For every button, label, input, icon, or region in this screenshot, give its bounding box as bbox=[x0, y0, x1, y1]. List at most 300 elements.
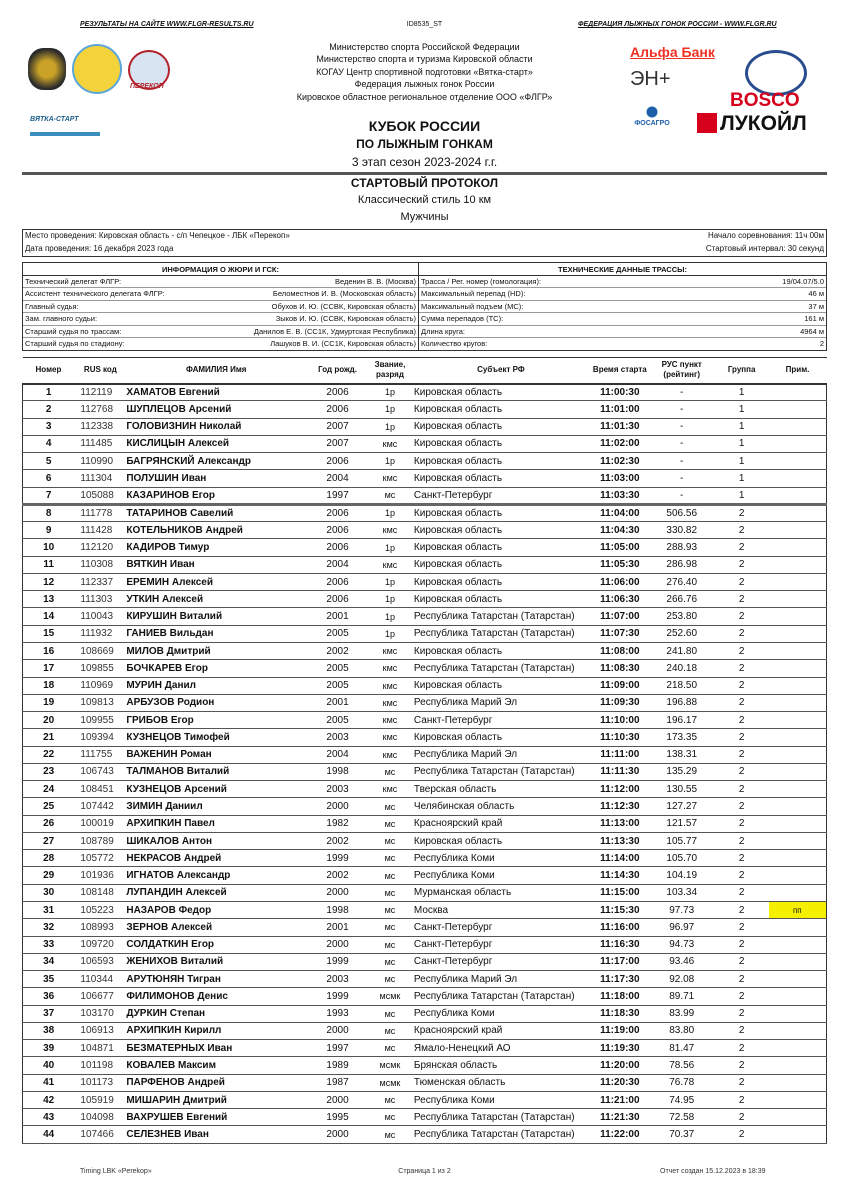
bib-number: 44 bbox=[23, 1126, 75, 1143]
group: 1 bbox=[715, 487, 769, 504]
birth-year: 2001 bbox=[306, 694, 369, 711]
bib-number: 34 bbox=[23, 953, 75, 970]
group: 2 bbox=[715, 901, 769, 918]
rus-points: 76.78 bbox=[649, 1074, 715, 1091]
region: Республика Коми bbox=[411, 867, 591, 884]
protocol-title: СТАРТОВЫЙ ПРОТОКОЛ bbox=[350, 176, 499, 190]
region: Республика Татарстан (Татарстан) bbox=[411, 608, 591, 625]
table-row bbox=[23, 815, 827, 832]
bib-number: 26 bbox=[23, 815, 75, 832]
birth-year: 2001 bbox=[306, 919, 369, 936]
athlete-name: СЕЛЕЗНЕВ Иван bbox=[126, 1126, 306, 1143]
start-time: 11:12:00 bbox=[591, 781, 649, 798]
athlete-name: АРХИПКИН Павел bbox=[126, 815, 306, 832]
athlete-name: МИЛОВ Дмитрий bbox=[126, 642, 306, 659]
group: 2 bbox=[715, 867, 769, 884]
start-time: 11:21:00 bbox=[591, 1091, 649, 1108]
rus-points: 127.27 bbox=[649, 798, 715, 815]
start-time: 11:04:00 bbox=[591, 504, 649, 521]
note bbox=[769, 936, 827, 953]
note bbox=[769, 470, 827, 487]
start-time: 11:18:00 bbox=[591, 988, 649, 1005]
rus-points: 92.08 bbox=[649, 971, 715, 988]
rank: кмс bbox=[369, 694, 411, 711]
bosco-logo: BOSCO bbox=[730, 90, 800, 111]
birth-year: 2006 bbox=[306, 539, 369, 556]
group: 2 bbox=[715, 504, 769, 521]
start-time: 11:16:00 bbox=[591, 919, 649, 936]
athlete-name: ВАХРУШЕВ Евгений bbox=[126, 1109, 306, 1126]
region: Кировская область bbox=[411, 384, 591, 401]
table-row bbox=[23, 556, 827, 573]
jury-title: ИНФОРМАЦИЯ О ЖЮРИ И ГСК: bbox=[23, 263, 418, 276]
group: 2 bbox=[715, 677, 769, 694]
venue-place: Место проведения: Кировская область - с/п Чепецкое - ЛБК «Перекоп» bbox=[25, 231, 290, 240]
start-time: 11:17:00 bbox=[591, 953, 649, 970]
bib-number: 27 bbox=[23, 832, 75, 849]
region: Республика Татарстан (Татарстан) bbox=[411, 660, 591, 677]
jury-label: Ассистент технического делегата ФЛГР: bbox=[25, 289, 165, 299]
athlete-name: ИГНАТОВ Александр bbox=[126, 867, 306, 884]
note bbox=[769, 815, 827, 832]
table-row bbox=[23, 504, 827, 521]
rus-code: 111778 bbox=[74, 504, 126, 521]
group: 1 bbox=[715, 435, 769, 452]
table-row bbox=[23, 677, 827, 694]
perekop-logo-text: ПЕРЕКОП bbox=[130, 83, 164, 90]
bib-number: 19 bbox=[23, 694, 75, 711]
group: 2 bbox=[715, 539, 769, 556]
start-time: 11:20:30 bbox=[591, 1074, 649, 1091]
region: Кировская область bbox=[411, 522, 591, 539]
birth-year: 2000 bbox=[306, 884, 369, 901]
group: 1 bbox=[715, 384, 769, 401]
birth-year: 2000 bbox=[306, 936, 369, 953]
group: 2 bbox=[715, 556, 769, 573]
rank: мс bbox=[369, 798, 411, 815]
rank: кмс bbox=[369, 435, 411, 452]
event-stage: 3 этап сезон 2023-2024 г.г. bbox=[351, 155, 498, 169]
birth-year: 1997 bbox=[306, 487, 369, 504]
rus-code: 108993 bbox=[74, 919, 126, 936]
rank: 1р bbox=[369, 384, 411, 401]
rus-code: 108148 bbox=[74, 884, 126, 901]
group: 2 bbox=[715, 798, 769, 815]
rus-points: 104.19 bbox=[649, 867, 715, 884]
start-time: 11:03:00 bbox=[591, 470, 649, 487]
table-row bbox=[23, 971, 827, 988]
bib-number: 43 bbox=[23, 1109, 75, 1126]
bib-number: 22 bbox=[23, 746, 75, 763]
start-time: 11:12:30 bbox=[591, 798, 649, 815]
group: 2 bbox=[715, 781, 769, 798]
bib-number: 40 bbox=[23, 1057, 75, 1074]
discipline: Классический стиль 10 км bbox=[357, 194, 492, 206]
group: 1 bbox=[715, 401, 769, 418]
category: Мужчины bbox=[400, 211, 449, 223]
start-time: 11:22:00 bbox=[591, 1126, 649, 1143]
rus-code: 109394 bbox=[74, 729, 126, 746]
rus-code: 110990 bbox=[74, 453, 126, 470]
note bbox=[769, 746, 827, 763]
birth-year: 2006 bbox=[306, 384, 369, 401]
athlete-name: КОТЕЛЬНИКОВ Андрей bbox=[126, 522, 306, 539]
rus-points: 103.34 bbox=[649, 884, 715, 901]
jury-label: Старший судья по стадиону: bbox=[25, 338, 125, 348]
note bbox=[769, 504, 827, 521]
birth-year: 2006 bbox=[306, 401, 369, 418]
note bbox=[769, 573, 827, 590]
note bbox=[769, 867, 827, 884]
footer-timing: Timing LBK «Perekop» bbox=[80, 1168, 152, 1175]
jury-row bbox=[23, 301, 418, 313]
rank: мс bbox=[369, 953, 411, 970]
region: Брянская область bbox=[411, 1057, 591, 1074]
region: Кировская область bbox=[411, 642, 591, 659]
group: 2 bbox=[715, 1022, 769, 1039]
competition-start: Начало соревнования: 11ч 00м bbox=[707, 231, 824, 240]
table-row bbox=[23, 832, 827, 849]
rank: мс bbox=[369, 1091, 411, 1108]
note bbox=[769, 1005, 827, 1022]
organizer: Федерация лыжных гонок России bbox=[354, 79, 495, 90]
athlete-name: АРХИПКИН Кирилл bbox=[126, 1022, 306, 1039]
note bbox=[769, 1022, 827, 1039]
group: 2 bbox=[715, 763, 769, 780]
athlete-name: ВЯТКИН Иван bbox=[126, 556, 306, 573]
athlete-name: ДУРКИН Степан bbox=[126, 1005, 306, 1022]
rus-points: 94.73 bbox=[649, 936, 715, 953]
bib-number: 42 bbox=[23, 1091, 75, 1108]
column-header: РУС пункт (рейтинг) bbox=[649, 358, 715, 384]
rus-code: 105772 bbox=[74, 850, 126, 867]
athlete-name: ШУПЛЕЦОВ Арсений bbox=[126, 401, 306, 418]
rank: кмс bbox=[369, 712, 411, 729]
bib-number: 38 bbox=[23, 1022, 75, 1039]
note bbox=[769, 1057, 827, 1074]
region: Санкт-Петербург bbox=[411, 919, 591, 936]
athlete-name: ГОЛОВИЗНИН Николай bbox=[126, 418, 306, 435]
group: 2 bbox=[715, 953, 769, 970]
start-time: 11:03:30 bbox=[591, 487, 649, 504]
phosagro-logo-text: ФОСАГРО bbox=[634, 120, 670, 127]
athlete-name: ФИЛИМОНОВ Денис bbox=[126, 988, 306, 1005]
birth-year: 2006 bbox=[306, 453, 369, 470]
rus-code: 104871 bbox=[74, 1040, 126, 1057]
table-row bbox=[23, 608, 827, 625]
birth-year: 2006 bbox=[306, 522, 369, 539]
rus-code: 110043 bbox=[74, 608, 126, 625]
rank: 1р bbox=[369, 401, 411, 418]
start-time: 11:10:30 bbox=[591, 729, 649, 746]
rus-code: 107442 bbox=[74, 798, 126, 815]
rus-points: 70.37 bbox=[649, 1126, 715, 1143]
rus-code: 108789 bbox=[74, 832, 126, 849]
bib-number: 3 bbox=[23, 418, 75, 435]
organizers bbox=[0, 41, 849, 103]
venue-box bbox=[22, 229, 827, 257]
group: 1 bbox=[715, 418, 769, 435]
group: 1 bbox=[715, 470, 769, 487]
rank: кмс bbox=[369, 746, 411, 763]
rank: мс bbox=[369, 832, 411, 849]
athlete-name: ЗИМИН Даниил bbox=[126, 798, 306, 815]
birth-year: 2000 bbox=[306, 1091, 369, 1108]
athlete-name: БАГРЯНСКИЙ Александр bbox=[126, 453, 306, 470]
birth-year: 2004 bbox=[306, 556, 369, 573]
region: Кировская область bbox=[411, 573, 591, 590]
track-label: Сумма перепадов (ТС): bbox=[421, 314, 504, 324]
rus-points: 253.80 bbox=[649, 608, 715, 625]
footer-page: Страница 1 из 2 bbox=[398, 1168, 451, 1175]
table-row bbox=[23, 1057, 827, 1074]
rus-code: 112120 bbox=[74, 539, 126, 556]
birth-year: 1997 bbox=[306, 1040, 369, 1057]
athlete-name: КАДИРОВ Тимур bbox=[126, 539, 306, 556]
athlete-name: МУРИН Данил bbox=[126, 677, 306, 694]
start-time: 11:11:30 bbox=[591, 763, 649, 780]
federation-site-link[interactable]: ФЕДЕРАЦИЯ ЛЫЖНЫХ ГОНОК РОССИИ - WWW.FLGR.RU bbox=[578, 21, 777, 28]
rus-code: 107466 bbox=[74, 1126, 126, 1143]
region: Республика Татарстан (Татарстан) bbox=[411, 988, 591, 1005]
region: Кировская область bbox=[411, 401, 591, 418]
organizer: Кировское областное региональное отделение ООО «ФЛГР» bbox=[296, 91, 553, 102]
region: Кировская область bbox=[411, 418, 591, 435]
birth-year: 2005 bbox=[306, 660, 369, 677]
organizer: Министерство спорта Российской Федерации bbox=[329, 42, 520, 52]
start-time: 11:01:30 bbox=[591, 418, 649, 435]
birth-year: 2006 bbox=[306, 573, 369, 590]
jury-row bbox=[23, 338, 418, 350]
rank: мс bbox=[369, 901, 411, 918]
region: Тюменская область bbox=[411, 1074, 591, 1091]
rus-code: 110344 bbox=[74, 971, 126, 988]
rank: мс bbox=[369, 1005, 411, 1022]
rank: кмс bbox=[369, 781, 411, 798]
start-time: 11:08:30 bbox=[591, 660, 649, 677]
note bbox=[769, 1109, 827, 1126]
athlete-name: ПОЛУШИН Иван bbox=[126, 470, 306, 487]
birth-year: 2003 bbox=[306, 781, 369, 798]
track-row bbox=[419, 301, 826, 313]
table-row bbox=[23, 384, 827, 401]
table-row bbox=[23, 798, 827, 815]
bib-number: 15 bbox=[23, 625, 75, 642]
column-header: Субъект РФ bbox=[411, 358, 591, 384]
start-time: 11:11:00 bbox=[591, 746, 649, 763]
note bbox=[769, 1091, 827, 1108]
athlete-name: МИШАРИН Дмитрий bbox=[126, 1091, 306, 1108]
note bbox=[769, 1040, 827, 1057]
region: Мурманская область bbox=[411, 884, 591, 901]
rank: мс bbox=[369, 919, 411, 936]
alfa-bank-logo: Альфа Банк bbox=[630, 44, 715, 60]
jury-value: Данилов Е. В. (СС1К, Удмуртская Республика) bbox=[253, 326, 416, 336]
rank: мс bbox=[369, 1022, 411, 1039]
table-row bbox=[23, 988, 827, 1005]
column-header: Звание, разряд bbox=[369, 358, 411, 384]
birth-year: 1993 bbox=[306, 1005, 369, 1022]
start-time: 11:10:00 bbox=[591, 712, 649, 729]
birth-year: 2004 bbox=[306, 470, 369, 487]
rus-points: 97.73 bbox=[649, 901, 715, 918]
group: 2 bbox=[715, 1109, 769, 1126]
table-row bbox=[23, 901, 827, 918]
table-row bbox=[23, 1126, 827, 1143]
start-time: 11:05:00 bbox=[591, 539, 649, 556]
birth-year: 1995 bbox=[306, 1109, 369, 1126]
note bbox=[769, 832, 827, 849]
rus-points: 78.56 bbox=[649, 1057, 715, 1074]
jury-value: Зыков И. Ю. (ССВК, Кировская область) bbox=[275, 314, 416, 324]
rus-points: 130.55 bbox=[649, 781, 715, 798]
start-time: 11:19:30 bbox=[591, 1040, 649, 1057]
region: Кировская область bbox=[411, 832, 591, 849]
column-header: Год рожд. bbox=[306, 358, 369, 384]
bib-number: 4 bbox=[23, 435, 75, 452]
rus-points: 105.77 bbox=[649, 832, 715, 849]
start-time: 11:07:00 bbox=[591, 608, 649, 625]
track-value: 46 м bbox=[808, 289, 824, 299]
bib-number: 2 bbox=[23, 401, 75, 418]
rus-code: 109855 bbox=[74, 660, 126, 677]
table-row bbox=[23, 867, 827, 884]
bib-number: 13 bbox=[23, 591, 75, 608]
note bbox=[769, 729, 827, 746]
bib-number: 8 bbox=[23, 504, 75, 521]
rus-points: 173.35 bbox=[649, 729, 715, 746]
bib-number: 41 bbox=[23, 1074, 75, 1091]
start-time: 11:09:00 bbox=[591, 677, 649, 694]
start-time: 11:18:30 bbox=[591, 1005, 649, 1022]
rank: кмс bbox=[369, 470, 411, 487]
table-row bbox=[23, 953, 827, 970]
rus-code: 111428 bbox=[74, 522, 126, 539]
table-row bbox=[23, 418, 827, 435]
rus-points: 266.76 bbox=[649, 591, 715, 608]
table-row bbox=[23, 1074, 827, 1091]
group: 2 bbox=[715, 832, 769, 849]
group: 2 bbox=[715, 591, 769, 608]
track-row bbox=[419, 288, 826, 300]
rus-code: 108451 bbox=[74, 781, 126, 798]
table-row bbox=[23, 1022, 827, 1039]
start-time: 11:14:00 bbox=[591, 850, 649, 867]
birth-year: 2004 bbox=[306, 746, 369, 763]
track-label: Максимальный подъем (МС): bbox=[421, 301, 524, 311]
rank: 1р bbox=[369, 539, 411, 556]
rank: мс bbox=[369, 1040, 411, 1057]
group: 2 bbox=[715, 815, 769, 832]
rank: 1р bbox=[369, 608, 411, 625]
group: 2 bbox=[715, 729, 769, 746]
table-row bbox=[23, 539, 827, 556]
rus-code: 111485 bbox=[74, 435, 126, 452]
rank: кмс bbox=[369, 556, 411, 573]
athlete-name: АРБУЗОВ Родион bbox=[126, 694, 306, 711]
organizer: Министерство спорта и туризма Кировской области bbox=[316, 54, 533, 65]
table-row bbox=[23, 660, 827, 677]
table-row bbox=[23, 522, 827, 539]
note bbox=[769, 694, 827, 711]
group: 2 bbox=[715, 1057, 769, 1074]
track-row bbox=[419, 326, 826, 338]
birth-year: 2002 bbox=[306, 832, 369, 849]
table-row bbox=[23, 1091, 827, 1108]
note bbox=[769, 642, 827, 659]
table-row bbox=[23, 781, 827, 798]
athlete-name: ХАМАТОВ Евгений bbox=[126, 384, 306, 401]
bib-number: 36 bbox=[23, 988, 75, 1005]
bib-number: 7 bbox=[23, 487, 75, 504]
group: 2 bbox=[715, 712, 769, 729]
region: Ямало-Ненецкий АО bbox=[411, 1040, 591, 1057]
table-row bbox=[23, 936, 827, 953]
note bbox=[769, 781, 827, 798]
start-time: 11:02:30 bbox=[591, 453, 649, 470]
birth-year: 2003 bbox=[306, 729, 369, 746]
athlete-name: ПАРФЕНОВ Андрей bbox=[126, 1074, 306, 1091]
region: Санкт-Петербург bbox=[411, 712, 591, 729]
note bbox=[769, 625, 827, 642]
bib-number: 5 bbox=[23, 453, 75, 470]
rus-points: 286.98 bbox=[649, 556, 715, 573]
results-site-link[interactable]: РЕЗУЛЬТАТЫ НА САЙТЕ WWW.FLGR-RESULTS.RU bbox=[80, 21, 254, 28]
table-row bbox=[23, 919, 827, 936]
rank: мс bbox=[369, 763, 411, 780]
rank: мс bbox=[369, 884, 411, 901]
rus-code: 111755 bbox=[74, 746, 126, 763]
region: Республика Татарстан (Татарстан) bbox=[411, 763, 591, 780]
jury-label: Технический делегат ФЛГР: bbox=[25, 277, 122, 286]
rus-code: 109720 bbox=[74, 936, 126, 953]
track-label: Длина круга: bbox=[421, 326, 465, 336]
table-row bbox=[23, 694, 827, 711]
note bbox=[769, 522, 827, 539]
region: Москва bbox=[411, 901, 591, 918]
rus-points: 93.46 bbox=[649, 953, 715, 970]
region: Республика Татарстан (Татарстан) bbox=[411, 1126, 591, 1143]
group: 2 bbox=[715, 608, 769, 625]
bib-number: 28 bbox=[23, 850, 75, 867]
rus-points: - bbox=[649, 453, 715, 470]
start-time: 11:15:30 bbox=[591, 901, 649, 918]
region: Кировская область bbox=[411, 504, 591, 521]
table-row bbox=[23, 401, 827, 418]
rus-points: 506.56 bbox=[649, 504, 715, 521]
region: Санкт-Петербург bbox=[411, 936, 591, 953]
rus-code: 106593 bbox=[74, 953, 126, 970]
note bbox=[769, 608, 827, 625]
rus-code: 112768 bbox=[74, 401, 126, 418]
group: 2 bbox=[715, 1126, 769, 1143]
table-row bbox=[23, 435, 827, 452]
bib-number: 10 bbox=[23, 539, 75, 556]
column-header: RUS код bbox=[74, 358, 126, 384]
bib-number: 14 bbox=[23, 608, 75, 625]
rank: мс bbox=[369, 1109, 411, 1126]
rus-points: 252.60 bbox=[649, 625, 715, 642]
start-time: 11:07:30 bbox=[591, 625, 649, 642]
birth-year: 2000 bbox=[306, 1022, 369, 1039]
region: Санкт-Петербург bbox=[411, 953, 591, 970]
birth-year: 2002 bbox=[306, 867, 369, 884]
birth-year: 2002 bbox=[306, 642, 369, 659]
start-time: 11:17:30 bbox=[591, 971, 649, 988]
birth-year: 1999 bbox=[306, 953, 369, 970]
rus-points: 135.29 bbox=[649, 763, 715, 780]
athlete-name: ТАЛМАНОВ Виталий bbox=[126, 763, 306, 780]
